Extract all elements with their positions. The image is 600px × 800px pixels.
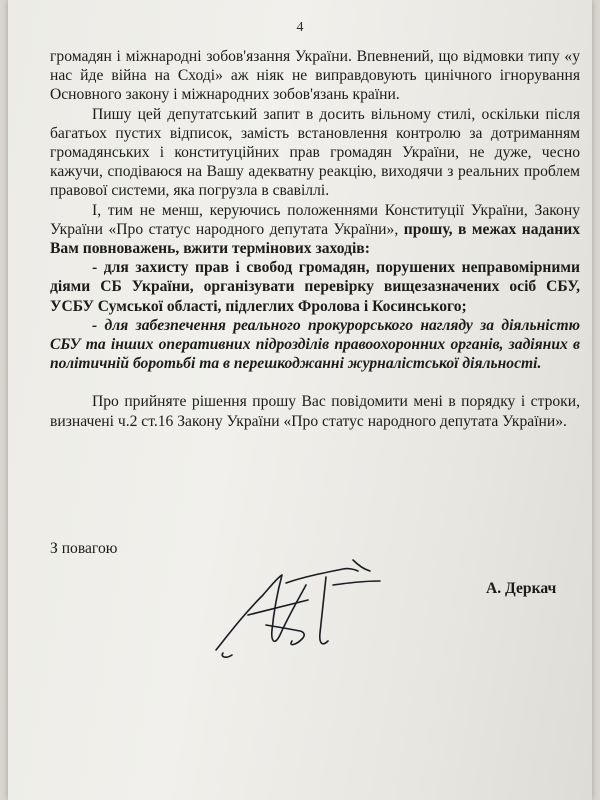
request-item-1: - для захисту прав і свобод громадян, порушених неправомірними діями СБ України, організувати перевірку вищезазначених осіб СБУ, УСБУ Сумської області, підлеглих Фролова і Косинського; bbox=[50, 259, 580, 315]
request-intro: І, тим не менш, керуючись положеннями Конституції України, Закону України «Про статус народного депутата України», bbox=[50, 201, 580, 238]
page-number: 4 bbox=[296, 20, 304, 35]
handwritten-signature bbox=[208, 555, 398, 665]
paragraph-request bbox=[50, 201, 580, 259]
document-page bbox=[8, 0, 592, 800]
paragraph-writing-style: Пишу цей депутатський запит в досить вільному стилі, оскільки після багатьох пустих відписок, замість встановлення контролю за дотриманням громадянських і конституційних прав громадян України, не дуже, чесно кажучи, сподіваюся на Вашу адекватну реакцію, виходячи з реальних проблем правової системи, яка погрузла в свавіллі. bbox=[50, 105, 580, 200]
closing-phrase: З повагою bbox=[50, 540, 118, 557]
spacer bbox=[50, 373, 580, 392]
paragraph-notify: Про прийняте рішення прошу Вас повідомити мені в порядку і строки, визначені ч.2 ст.16 Закону України «Про статус народного депутата України». bbox=[50, 393, 580, 430]
paragraph-continuation: громадян і міжнародні зобов'язання України. Впевнений, що відмовки типу «у нас йде війна на Сході» аж ніяк не виправдовують цинічного ігнорування Основного закону і міжнародних зобов'язань країни. bbox=[50, 48, 580, 104]
request-item-2: - для забезпечення реального прокурорського нагляду за діяльністю СБУ та інших оперативних підрозділів правоохоронних органів, задіяних в політичній боротьбі та в перешкоджанні журналістської діяльності. bbox=[50, 316, 580, 373]
signer-name: А. Деркач bbox=[486, 580, 557, 597]
letter-body bbox=[50, 47, 580, 431]
request-bold: прошу, в межах наданих Вам повноважень, вжити термінових заходів: bbox=[50, 220, 581, 258]
